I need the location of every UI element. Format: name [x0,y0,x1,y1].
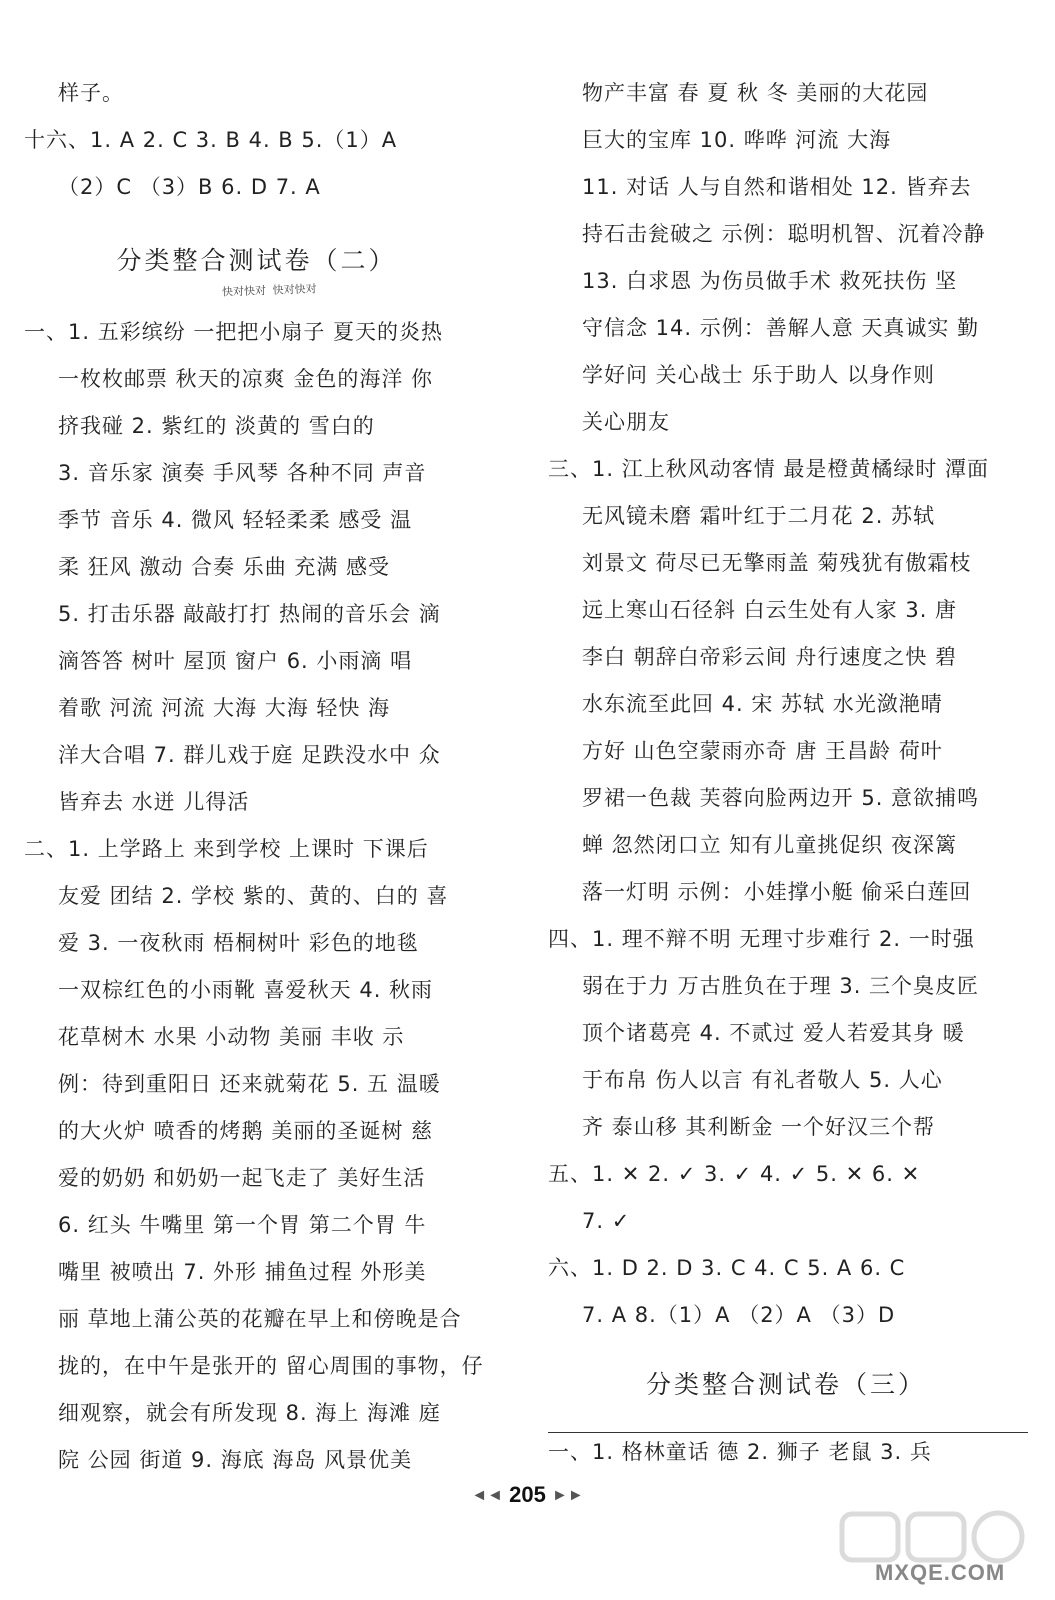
answer-line: 关心朋友 [582,410,670,434]
answer-line: 花草树木 水果 小动物 美丽 丰收 示 [58,1025,405,1049]
watermark-text: MXQE.COM [875,1560,1006,1585]
answer-line: 皆弃去 水迸 儿得活 [58,790,250,814]
answer-line: 罗裙一色裁 芙蓉向脸两边开 5. 意欲捕鸣 [582,786,980,810]
answer-line: 远上寒山石径斜 白云生处有人家 3. 唐 [582,598,958,622]
answer-line: 五、1. ✕ 2. ✓ 3. ✓ 4. ✓ 5. ✕ 6. ✕ [548,1162,921,1186]
right-column [548,70,1024,1476]
answer-line: 十六、1. A 2. C 3. B 4. B 5.（1）A [24,128,398,152]
answer-line: 方好 山色空蒙雨亦奇 唐 王昌龄 荷叶 [582,739,943,763]
answer-line: 细观察，就会有所发现 8. 海上 海滩 庭 [58,1401,441,1425]
answer-line: 李白 朝辞白帝彩云间 舟行速度之快 碧 [582,645,958,669]
answer-line: 一、1. 五彩缤纷 一把把小扇子 夏天的炎热 [24,320,444,344]
answer-line: 二、1. 上学路上 来到学校 上课时 下课后 [24,837,429,861]
prev-page-icon[interactable]: ◄◄ [471,1487,504,1504]
left-column [24,70,502,1484]
answer-line: 5. 打击乐器 敲敲打打 热闹的音乐会 滴 [58,602,441,626]
answer-line: 三、1. 江上秋风动客情 最是橙黄橘绿时 潭面 [548,457,990,481]
answer-line: 3. 音乐家 演奏 手风琴 各种不同 声音 [58,461,427,485]
answer-line: 落一灯明 示例：小娃撑小艇 偷采白莲回 [582,880,972,904]
answer-line: 7. A 8.（1）A （2）A （3）D [582,1303,896,1327]
handwritten-note: 快对快对 快对快对 [221,282,317,299]
answer-line: 季节 音乐 4. 微风 轻轻柔柔 感受 温 [58,508,413,532]
answer-line: 齐 泰山移 其利断金 一个好汉三个帮 [582,1115,936,1139]
answer-line: 友爱 团结 2. 学校 紫的、黄的、白的 喜 [58,884,449,908]
answer-line: 例：待到重阳日 还来就菊花 5. 五 温暖 [58,1072,441,1096]
answer-line: 蝉 忽然闭口立 知有儿童挑促织 夜深篱 [582,833,958,857]
section-heading: 分类整合测试卷（二） [116,246,397,275]
answer-line: 13. 白求恩 为伤员做手术 救死扶伤 坚 [582,269,958,293]
answer-line: 刘景文 荷尽已无擎雨盖 菊残犹有傲霜枝 [582,551,972,575]
answer-line: 六、1. D 2. D 3. C 4. C 5. A 6. C [548,1256,906,1280]
answer-line: 着歌 河流 河流 大海 大海 轻快 海 [58,696,391,720]
answer-line: 丽 草地上蒲公英的花瓣在早上和傍晚是合 [58,1307,462,1331]
answer-line: 柔 狂风 激动 合奏 乐曲 充满 感受 [58,555,391,579]
answer-line: 物产丰富 春 夏 秋 冬 美丽的大花园 [582,81,929,105]
answer-line: 学好问 关心战士 乐于助人 以身作则 [582,363,936,387]
answer-line: 7. ✓ [582,1209,631,1233]
answer-line: 四、1. 理不辩不明 无理寸步难行 2. 一时强 [548,927,975,951]
page-number: 205 [509,1482,546,1507]
answer-line: 爱 3. 一夜秋雨 梧桐树叶 彩色的地毯 [58,931,419,955]
answer-line: 水东流至此回 4. 宋 苏轼 水光潋滟晴 [582,692,943,716]
answer-line: 一双棕红色的小雨靴 喜爱秋天 4. 秋雨 [58,978,434,1002]
answer-line: 洋大合唱 7. 群儿戏于庭 足跌没水中 众 [58,743,441,767]
answer-line: 拢的，在中午是张开的 留心周围的事物，仔 [58,1354,484,1378]
section-divider [548,1432,1028,1433]
answer-line: 爱的奶奶 和奶奶一起飞走了 美好生活 [58,1166,426,1190]
answer-line: 挤我碰 2. 紫红的 淡黄的 雪白的 [58,414,375,438]
answer-line: 的大火炉 喷香的烤鹅 美丽的圣诞树 慈 [58,1119,434,1143]
answer-line: 11. 对话 人与自然和谐相处 12. 皆弃去 [582,175,972,199]
answer-line: 持石击瓮破之 示例：聪明机智、沉着冷静 [582,222,986,246]
answer-line: 巨大的宝库 10. 哗哗 河流 大海 [582,128,892,152]
answer-line: 6. 红头 牛嘴里 第一个胃 第二个胃 牛 [58,1213,427,1237]
answer-line: 守信念 14. 示例：善解人意 天真诚实 勤 [582,316,980,340]
answer-line: 滴答答 树叶 屋顶 窗户 6. 小雨滴 唱 [58,649,413,673]
answer-line: 顶个诸葛亮 4. 不贰过 爱人若爱其身 暖 [582,1021,965,1045]
answer-line: 院 公园 街道 9. 海底 海岛 风景优美 [58,1448,413,1472]
answer-line: 一枚枚邮票 秋天的凉爽 金色的海洋 你 [58,367,434,391]
answer-line: 一、1. 格林童话 德 2. 狮子 老鼠 3. 兵 [548,1440,932,1464]
answer-line: 弱在于力 万古胜负在于理 3. 三个臭皮匠 [582,974,980,998]
section-heading: 分类整合测试卷（三） [645,1370,926,1399]
page-footer [0,1482,1055,1508]
answer-line: 样子。 [58,81,124,105]
next-page-icon[interactable]: ►► [551,1487,584,1504]
answer-line: 于布帛 伤人以言 有礼者敬人 5. 人心 [582,1068,943,1092]
answer-line: （2）C （3）B 6. D 7. A [58,175,321,199]
answer-line: 嘴里 被喷出 7. 外形 捕鱼过程 外形美 [58,1260,427,1284]
answer-line: 无风镜未磨 霜叶红于二月花 2. 苏轼 [582,504,936,528]
